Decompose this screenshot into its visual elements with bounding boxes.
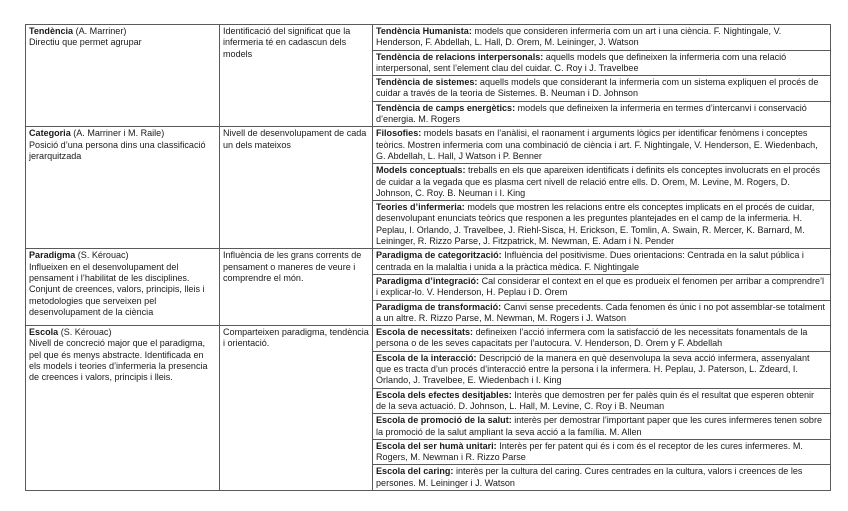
item-label: Escola de la interacció:: [376, 352, 477, 363]
item-text: Interès per fer patent qui és i com és el receptor de les cures infermeres. M. Rogers, M. Newman i R. Rizzo Parse: [376, 440, 803, 463]
concept-term: Categoria: [29, 128, 71, 139]
item-text: interès per demostrar l’important paper que les cures infermeres tenen sobre la promoció de la salut ampliant la seva acció a la família. M. Allen: [376, 415, 823, 437]
list-item: [373, 440, 830, 466]
concept-term: Tendència: [29, 26, 74, 36]
function-cell: Identificació del significat que la infermeria té en cadascun dels models: [220, 25, 373, 127]
list-item: [373, 275, 830, 301]
item-label: Teories d’infermeria:: [376, 202, 465, 213]
concept-cell: [26, 249, 220, 326]
item-text: defineixen l’acció infermera com la satisfacció de les necessitats fonamentals de la persona o de les seves capacitats per l’autocura. V. Henderson, D. Orem y F. Abdellah: [376, 327, 808, 349]
list-item: [373, 127, 830, 164]
table-row: [26, 25, 831, 127]
item-label: Escola de promoció de la salut:: [376, 415, 512, 426]
item-text: Interès que demostren per fer palès quin és el resultat que esperen obtenir de la seva actuació. D. Johnson, L. Hall, M. Levine, C. Roy i B. Neuman: [376, 389, 815, 411]
concept-cell: [26, 25, 220, 127]
concept-term: Paradigma: [29, 250, 76, 261]
item-label: Escola del ser humà unitari:: [376, 440, 497, 451]
item-label: Tendència de relacions interpersonals:: [376, 51, 544, 62]
item-text: aquells models que defineixen la infermeria com una relació interpersonal, sent l’element clau del cuidar. C. Roy i J. Travelbee: [376, 51, 787, 73]
list-item: [373, 326, 830, 352]
item-label: Tendència Humanista:: [376, 26, 472, 36]
table-row: [26, 326, 831, 491]
function-cell: Influència de les grans corrents de pensament o maneres de veure i comprendre el món.: [220, 249, 373, 326]
item-label: Tendència de sistemes:: [376, 77, 478, 88]
concept-definition: Directiu que permet agrupar: [29, 37, 142, 48]
item-text: Descripció de la manera en què desenvolupa la seva acció infermera, assenyalant que es tracta d’un procés d’interacció entre la persona i la infermera. H. Peplau, J. Paterson, L. Zdeard, I. Orlando, J. Travelbee, E. Wiedenbach i I. King: [376, 352, 810, 386]
list-item: [373, 352, 830, 389]
item-text: Influència del positivisme. Dues orientacions: Centrada en la salut pública i centrada en la malaltia i unida a la pràctica mèdica. F. Nightingale: [376, 250, 804, 272]
item-label: Paradigma de transformació:: [376, 301, 502, 312]
item-text: models que consideren infermeria com un art i una ciència. F. Nightingale, V. Henderson, F. Abdellah, L. Hall, D. Orem, M. Leininger, J. Watson: [376, 26, 782, 48]
function-cell: Comparteixen paradigma, tendència i orientació.: [220, 326, 373, 491]
item-label: Tendència de camps energètics:: [376, 102, 516, 113]
list-item: [373, 249, 830, 275]
concept-author: (S. Kérouac): [77, 250, 129, 261]
table-row: [26, 127, 831, 249]
item-label: Filosofies:: [376, 128, 422, 139]
concept-definition: Influeixen en el desenvolupament del pensament i l’habilitat de les disciplines. Conjunt de creences, valors, principis, lleis i metodologies que serveixen pel desenvolupament de la ciència: [29, 261, 205, 317]
nursing-models-table: [25, 24, 831, 491]
item-label: Escola del caring:: [376, 466, 454, 477]
concept-author: (A. Marriner): [75, 26, 127, 36]
list-item: [373, 51, 830, 77]
document-page: [25, 24, 831, 491]
list-item: [373, 389, 830, 415]
items-cell: [373, 127, 831, 249]
concept-cell: [26, 127, 220, 249]
item-text: models que defineixen la infermeria en termes d’intercanvi i conservació d’energia. M. Rogers: [376, 102, 807, 125]
list-item: [373, 102, 830, 127]
list-item: [373, 76, 830, 102]
list-item: [373, 25, 830, 51]
item-text: models que mostren les relacions entre els conceptes implicats en el procés de cuidar, desenvolupant enunciats teòrics que responen a les preguntes plantejades en el camp de la infermeria. H. Peplau, I. Orlando, J. Travelbee, J. Riehl-Sisca, H. Erickson, E. Tomlin, A. Swain, R. Mercer, K. Barnard, M. Leininger, R. Rizzo Parse, J. Fitzpatrick, M. Newman, E. Adam i N. Pender: [376, 202, 815, 247]
item-text: models basats en l’anàlisi, el raonament i arguments lògics per identificar fenòmens i conceptes teòrics. Mostren infermeria com una combinació de ciència i art. F. Nightingale, V. Henderson, E. Wiedenbach, G. Abdellah, L. Hall, J Watson i P. Benner: [376, 128, 818, 161]
items-cell: [373, 249, 831, 326]
item-label: Paradigma de categorització:: [376, 250, 502, 261]
item-label: Paradigma d’integració:: [376, 275, 480, 286]
items-cell: [373, 326, 831, 491]
item-text: aquells models que considerant la infermeria com un sistema expliquen el procés de cuidar a través de la teoria de Sistemes. B. Neuman i D. Johnson: [376, 77, 819, 99]
item-text: Cal considerar el context en el que es produeix el fenomen per arribar a comprendre’l i explicar-lo. V. Henderson, H. Peplau i D. Orem: [376, 275, 825, 298]
concept-definition: Nivell de concreció major que el paradigma, pel que és menys abstracte. Identificada en els models i teories d’infermeria la presencia de creences i valors, principis i lleis.: [29, 338, 208, 383]
table-row: [26, 249, 831, 326]
list-item: [373, 414, 830, 440]
item-label: Escola dels efectes desitjables:: [376, 389, 512, 400]
item-text: Canvi sense precedents. Cada fenomen és únic i no pot assemblar-se totalment a un altre. R. Rizzo Parse, M. Newman, M. Rogers i J. Watson: [376, 301, 826, 323]
list-item: [373, 465, 830, 490]
item-label: Models conceptuals:: [376, 165, 466, 176]
item-text: treballs en els que apareixen identificats i definits els conceptes involucrats en el procés de cuidar a la vegada que es plasma cert nivell de relació entre ells. D. Orem, M. Levine, M. Rogers, D. Johnson, C. Roy. B. Neuman i I. King: [376, 165, 821, 198]
item-text: interès per la cultura del caring. Cures centrades en la cultura, valors i creences de les persones. M. Leininger i J. Watson: [376, 466, 803, 488]
concept-author: (S. Kérouac): [60, 327, 112, 338]
list-item: [373, 164, 830, 201]
items-cell: [373, 25, 831, 127]
concept-term: Escola: [29, 327, 59, 338]
concept-definition: Posició d’una persona dins una classificació jerarquitzada: [29, 139, 206, 161]
list-item: [373, 201, 830, 248]
function-cell: Nivell de desenvolupament de cada un dels mateixos: [220, 127, 373, 249]
concept-cell: [26, 326, 220, 491]
list-item: [373, 301, 830, 326]
concept-author: (A. Marriner i M. Raile): [73, 128, 165, 139]
item-label: Escola de necessitats:: [376, 327, 474, 338]
